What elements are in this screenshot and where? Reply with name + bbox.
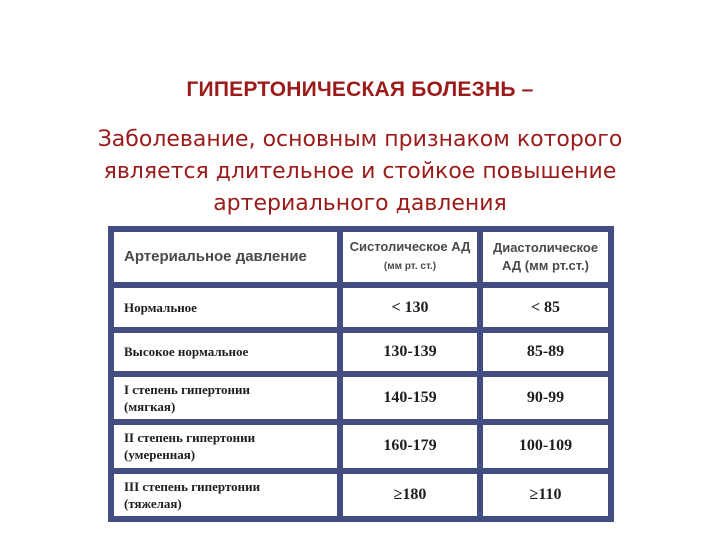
definition-line: артериального давления <box>213 191 507 216</box>
page-title: ГИПЕРТОНИЧЕСКАЯ БОЛЕЗНЬ – <box>186 78 534 101</box>
table-row <box>111 374 611 422</box>
header-systolic-unit: (мм рт. ст.) <box>383 261 437 273</box>
table-row <box>111 330 611 374</box>
row-label <box>111 330 340 374</box>
row-label-line: Нормальное <box>124 300 197 316</box>
blood-pressure-table <box>111 229 611 519</box>
diastolic-value: 85-89 <box>480 330 611 374</box>
header-diastolic-label: Диастолическое АД <box>492 240 599 274</box>
row-label-line: I степень гипертонии <box>124 382 251 398</box>
row-label-subline: (тяжелая) <box>124 495 182 511</box>
systolic-value: 130-139 <box>340 330 480 374</box>
definition-text <box>40 124 680 220</box>
table-row <box>111 471 611 519</box>
row-label-line: Высокое нормальное <box>124 344 249 360</box>
row-label-line: II степень гипертонии <box>124 430 256 446</box>
diastolic-value: 90-99 <box>480 374 611 422</box>
header-systolic-label: Систолическое АД <box>349 239 471 255</box>
diastolic-value: 100-109 <box>480 422 611 470</box>
definition-line: является длительное и стойкое повышение <box>103 159 617 184</box>
diastolic-value: ≥110 <box>480 471 611 519</box>
systolic-value: 160-179 <box>340 422 480 470</box>
header-systolic <box>340 229 480 285</box>
header-diastolic <box>480 229 611 285</box>
blood-pressure-table-frame <box>108 226 614 522</box>
row-label <box>111 422 340 470</box>
table-header-row <box>111 229 611 285</box>
table-row <box>111 285 611 329</box>
definition-line: Заболевание, основным признаком которого <box>97 127 623 152</box>
diastolic-value: < 85 <box>480 285 611 329</box>
header-diastolic-unit: (мм рт.ст.) <box>524 258 589 274</box>
table-row <box>111 422 611 470</box>
row-label-subline: (умеренная) <box>124 447 196 463</box>
row-label <box>111 471 340 519</box>
row-label <box>111 285 340 329</box>
row-label-line: III степень гипертонии <box>124 478 261 494</box>
systolic-value: 140-159 <box>340 374 480 422</box>
row-label <box>111 374 340 422</box>
systolic-value: < 130 <box>340 285 480 329</box>
systolic-value: ≥180 <box>340 471 480 519</box>
row-label-subline: (мягкая) <box>124 399 176 415</box>
header-arterial-pressure: Артериальное давление <box>111 229 340 285</box>
